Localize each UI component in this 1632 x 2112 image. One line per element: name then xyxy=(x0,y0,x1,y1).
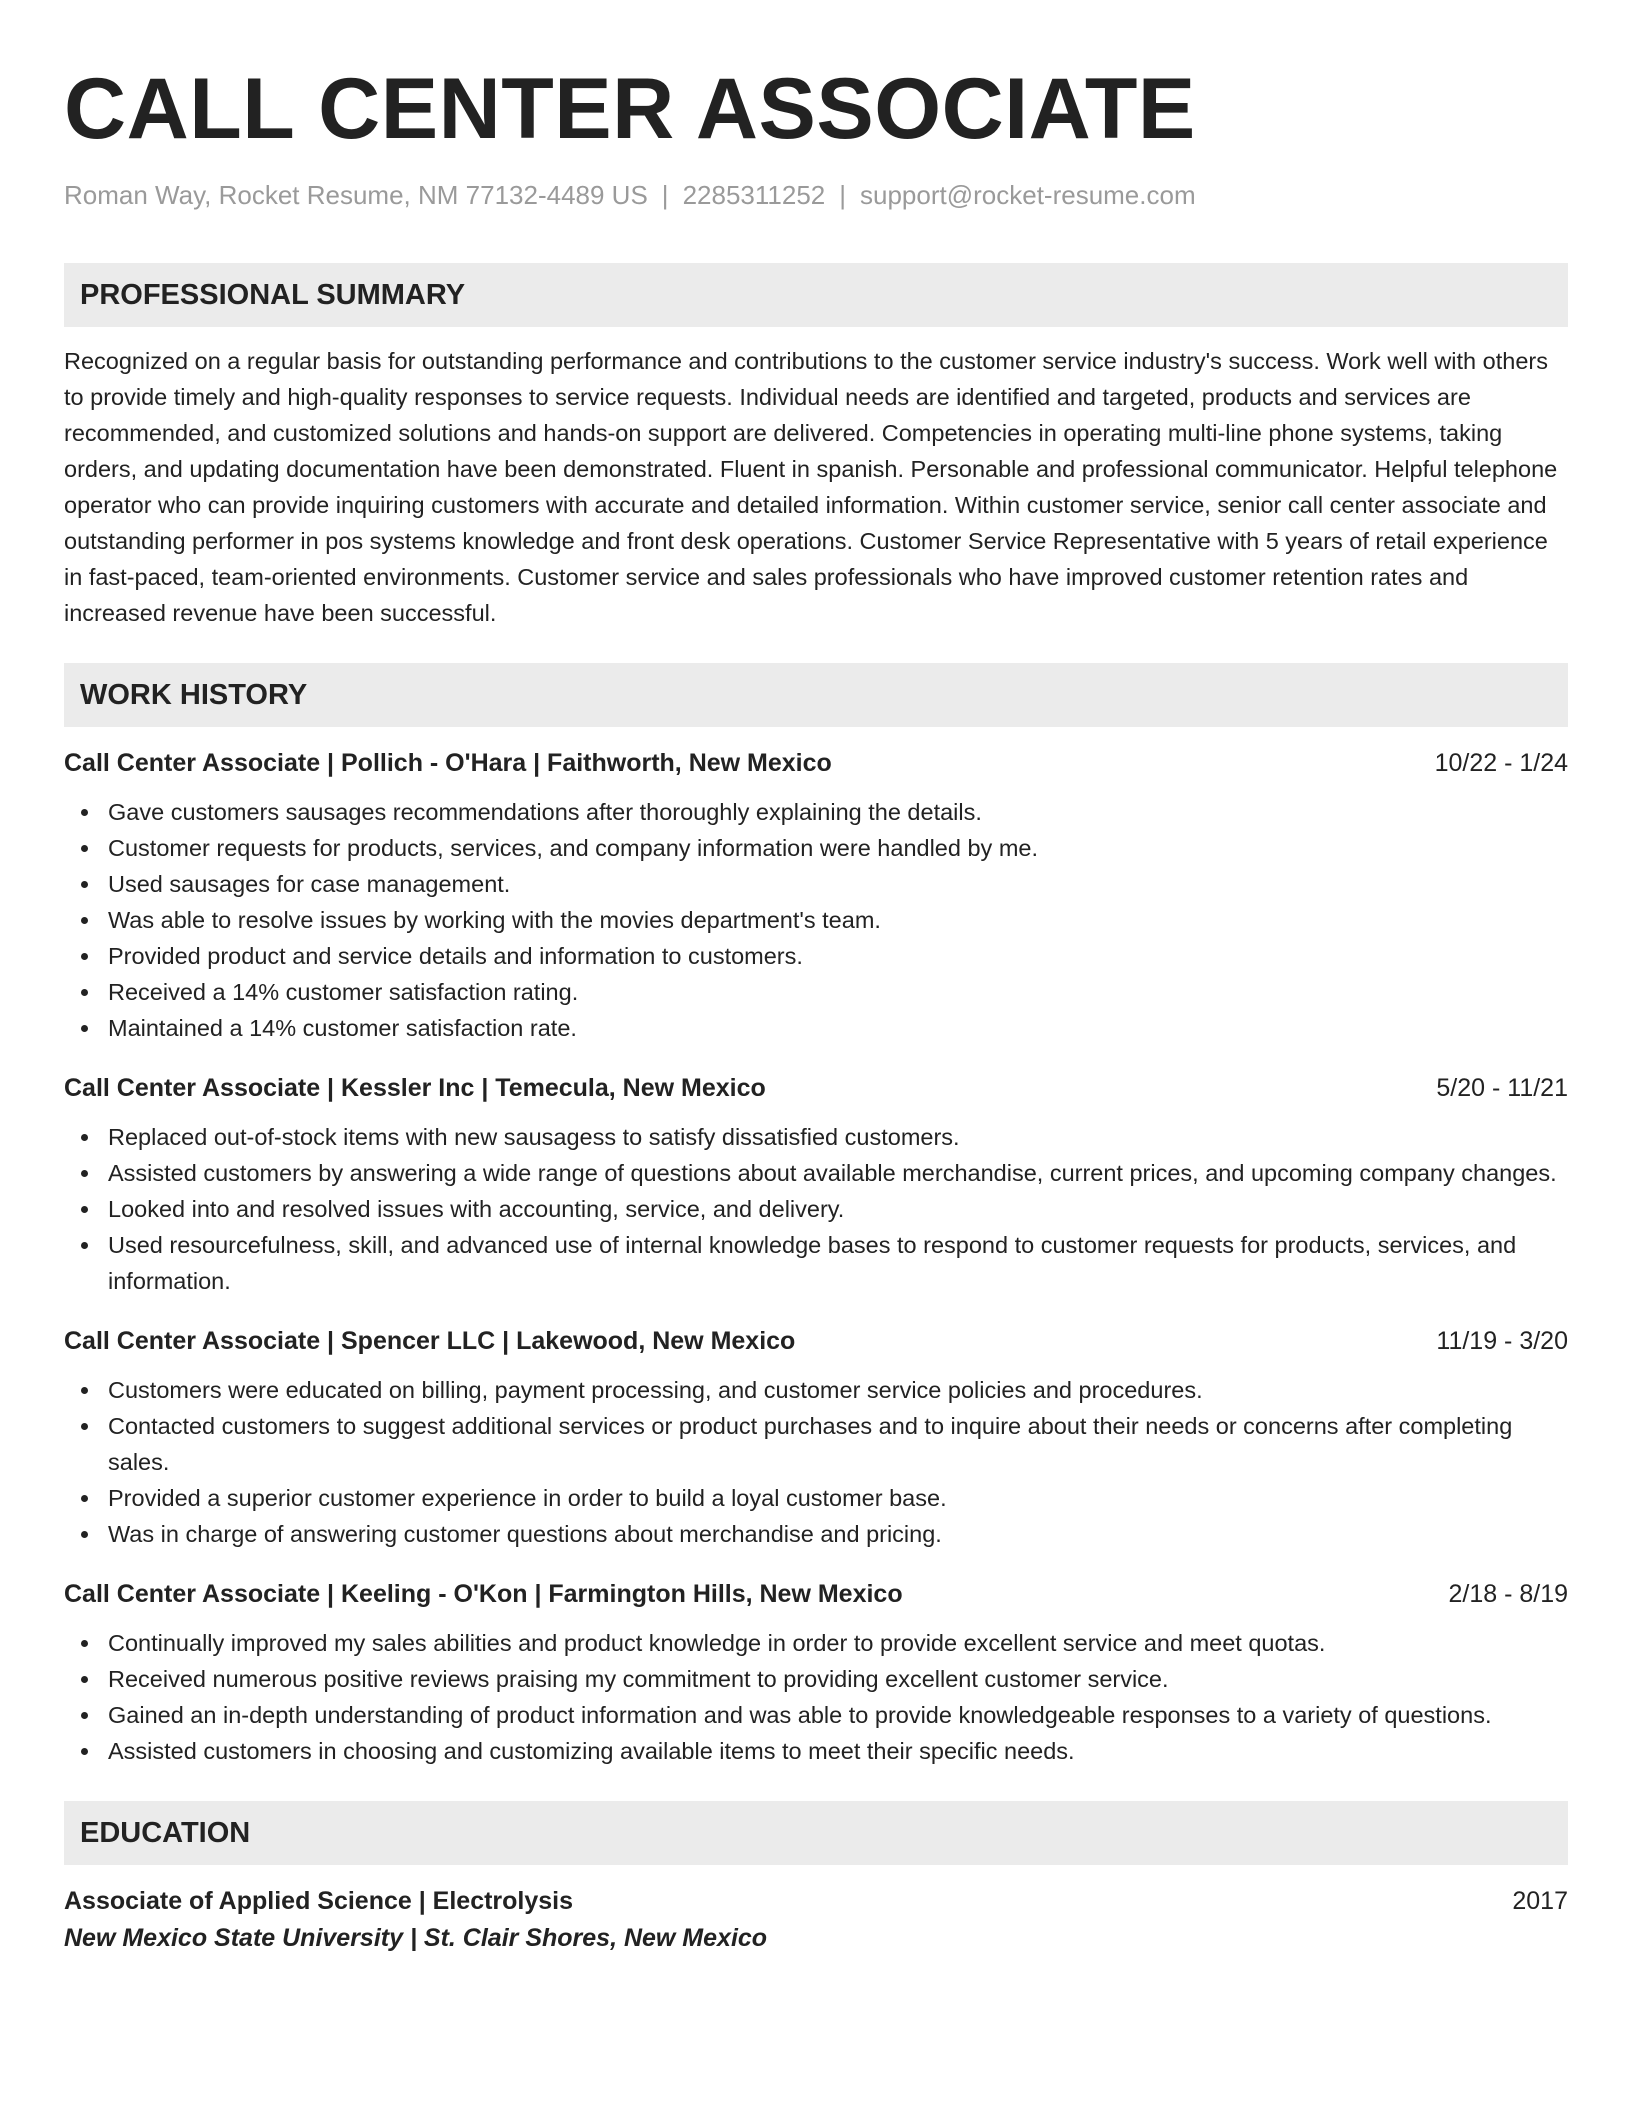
job-header xyxy=(64,1580,1568,1609)
bullet-icon xyxy=(81,1495,88,1502)
job-entry xyxy=(64,749,1568,1046)
contact-phone: 2285311252 xyxy=(682,180,826,210)
contact-separator: | xyxy=(839,180,846,210)
bullet-item xyxy=(64,794,1568,830)
bullet-icon xyxy=(81,1387,88,1394)
bullet-item xyxy=(64,1408,1568,1480)
bullet-text: Was in charge of answering customer questions about merchandise and pricing. xyxy=(108,1521,942,1547)
bullet-item xyxy=(64,938,1568,974)
bullet-text: Was able to resolve issues by working with the movies department's team. xyxy=(108,907,881,933)
education-degree: Associate of Applied Science | Electrolysis xyxy=(64,1887,574,1915)
section-heading-education: EDUCATION xyxy=(64,1801,1568,1865)
bullet-icon xyxy=(81,1640,88,1647)
bullet-icon xyxy=(81,1206,88,1213)
bullet-text: Gave customers sausages recommendations after thoroughly explaining the details. xyxy=(108,799,982,825)
bullet-item xyxy=(64,830,1568,866)
job-bullets xyxy=(64,794,1568,1046)
bullet-icon xyxy=(81,1134,88,1141)
section-heading-summary: PROFESSIONAL SUMMARY xyxy=(64,263,1568,327)
education-header xyxy=(64,1887,1568,1916)
job-header xyxy=(64,749,1568,778)
bullet-text: Assisted customers by answering a wide range of questions about available merchandise, current prices, and upcoming company changes. xyxy=(108,1160,1557,1186)
job-dates: 11/19 - 3/20 xyxy=(1436,1327,1568,1355)
contact-separator: | xyxy=(661,180,669,210)
bullet-item xyxy=(64,1010,1568,1046)
bullet-text: Provided a superior customer experience in order to build a loyal customer base. xyxy=(108,1485,947,1511)
bullet-text: Continually improved my sales abilities and product knowledge in order to provide excellent service and meet quotas. xyxy=(108,1630,1326,1656)
bullet-icon xyxy=(81,1242,88,1249)
bullet-item xyxy=(64,1697,1568,1733)
section-heading-work-history: WORK HISTORY xyxy=(64,663,1568,727)
bullet-item xyxy=(64,1516,1568,1552)
job-title: Call Center Associate | Kessler Inc | Temecula, New Mexico xyxy=(64,1074,766,1102)
bullet-icon xyxy=(81,989,88,996)
bullet-text: Customers were educated on billing, payment processing, and customer service policies and procedures. xyxy=(108,1377,1203,1403)
bullet-icon xyxy=(81,917,88,924)
contact-address: Roman Way, Rocket Resume, NM 77132-4489 US xyxy=(64,180,648,210)
education-year: 2017 xyxy=(1512,1887,1568,1915)
resume-title: CALL CENTER ASSOCIATE xyxy=(64,61,1196,157)
bullet-icon xyxy=(81,881,88,888)
job-bullets xyxy=(64,1119,1568,1299)
bullet-icon xyxy=(81,1676,88,1683)
bullet-text: Replaced out-of-stock items with new sausagess to satisfy dissatisfied customers. xyxy=(108,1124,960,1150)
bullet-icon xyxy=(81,1748,88,1755)
bullet-text: Used sausages for case management. xyxy=(108,871,511,897)
bullet-icon xyxy=(81,1423,88,1430)
job-dates: 2/18 - 8/19 xyxy=(1448,1580,1568,1608)
job-dates: 10/22 - 1/24 xyxy=(1434,749,1568,777)
contact-line xyxy=(64,180,1568,211)
job-dates: 5/20 - 11/21 xyxy=(1436,1074,1568,1102)
job-bullets xyxy=(64,1372,1568,1552)
bullet-icon xyxy=(81,1712,88,1719)
bullet-item xyxy=(64,1191,1568,1227)
summary-text: Recognized on a regular basis for outstanding performance and contributions to the customer service industry's success. Work well with others to provide timely and high-quality responses to service requests. Individual needs are identified and targeted, products and services are recommended, and customized solutions and hands-on support are delivered. Competencies in operating multi-line phone systems, taking orders, and updating documentation have been demonstrated. Fluent in spanish. Personable and professional communicator. Helpful telephone operator who can provide inquiring customers with accurate and detailed information. Within customer service, senior call center associate and outstanding performer in pos systems knowledge and front desk operations. Customer Service Representative with 5 years of retail experience in fast-paced, team-oriented environments. Customer service and sales professionals who have improved customer retention rates and increased revenue have been successful. xyxy=(64,348,1558,626)
job-entry xyxy=(64,1580,1568,1769)
bullet-icon xyxy=(81,845,88,852)
bullet-text: Received a 14% customer satisfaction rating. xyxy=(108,979,579,1005)
bullet-item xyxy=(64,902,1568,938)
bullet-text: Customer requests for products, services, and company information were handled by me. xyxy=(108,835,1038,861)
job-header xyxy=(64,1327,1568,1356)
job-title: Call Center Associate | Pollich - O'Hara | Faithworth, New Mexico xyxy=(64,749,832,777)
bullet-text: Used resourcefulness, skill, and advanced use of internal knowledge bases to respond to customer requests for products, services, and information. xyxy=(108,1232,1517,1294)
bullet-item xyxy=(64,1480,1568,1516)
contact-email: support@rocket-resume.com xyxy=(860,180,1196,210)
bullet-text: Received numerous positive reviews praising my commitment to providing excellent customer service. xyxy=(108,1666,1169,1692)
bullet-icon xyxy=(81,1531,88,1538)
bullet-icon xyxy=(81,809,88,816)
education-school: New Mexico State University | St. Clair Shores, New Mexico xyxy=(64,1924,768,1952)
job-bullets xyxy=(64,1625,1568,1769)
bullet-text: Looked into and resolved issues with accounting, service, and delivery. xyxy=(108,1196,845,1222)
bullet-text: Contacted customers to suggest additional services or product purchases and to inquire about their needs or concerns after completing sales. xyxy=(108,1413,1513,1475)
bullet-icon xyxy=(81,1170,88,1177)
job-title: Call Center Associate | Spencer LLC | Lakewood, New Mexico xyxy=(64,1327,796,1355)
bullet-text: Maintained a 14% customer satisfaction rate. xyxy=(108,1015,577,1041)
bullet-text: Provided product and service details and information to customers. xyxy=(108,943,803,969)
bullet-item xyxy=(64,1155,1568,1191)
bullet-text: Assisted customers in choosing and customizing available items to meet their specific needs. xyxy=(108,1738,1075,1764)
bullet-text: Gained an in-depth understanding of product information and was able to provide knowledgeable responses to a variety of questions. xyxy=(108,1702,1492,1728)
job-entry xyxy=(64,1327,1568,1552)
bullet-item xyxy=(64,1227,1568,1299)
bullet-item xyxy=(64,1372,1568,1408)
job-title: Call Center Associate | Keeling - O'Kon | Farmington Hills, New Mexico xyxy=(64,1580,903,1608)
job-entry xyxy=(64,1074,1568,1299)
job-header xyxy=(64,1074,1568,1103)
education-entry xyxy=(64,1887,1568,1953)
bullet-icon xyxy=(81,953,88,960)
bullet-item xyxy=(64,1119,1568,1155)
bullet-item xyxy=(64,1661,1568,1697)
bullet-icon xyxy=(81,1025,88,1032)
bullet-item xyxy=(64,974,1568,1010)
bullet-item xyxy=(64,1625,1568,1661)
bullet-item xyxy=(64,1733,1568,1769)
bullet-item xyxy=(64,866,1568,902)
